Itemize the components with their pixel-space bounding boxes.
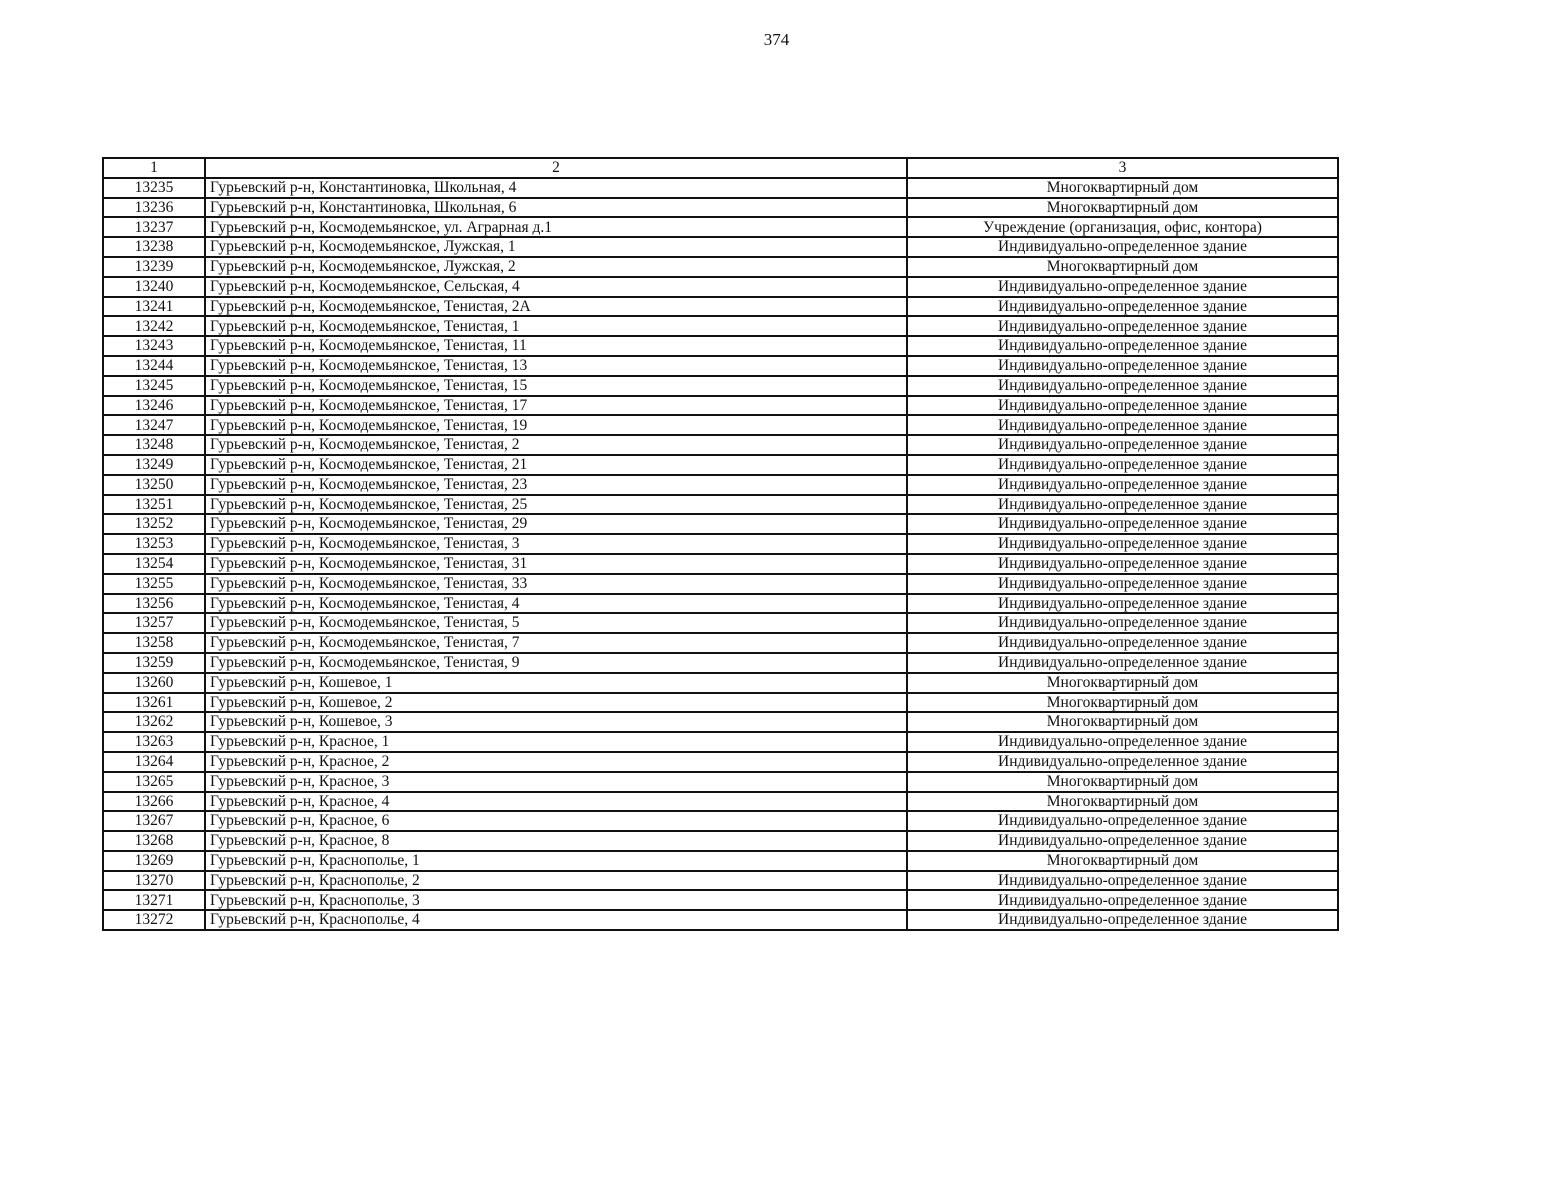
building-type-cell: Индивидуально-определенное здание bbox=[907, 297, 1338, 317]
table-body bbox=[103, 178, 1338, 930]
building-type-cell: Индивидуально-определенное здание bbox=[907, 455, 1338, 475]
building-type-cell: Индивидуально-определенное здание bbox=[907, 831, 1338, 851]
table-row bbox=[103, 297, 1338, 317]
table-row bbox=[103, 198, 1338, 218]
address-cell: Гурьевский р-н, Космодемьянское, Тенистая, 7 bbox=[205, 633, 907, 653]
table-row bbox=[103, 435, 1338, 455]
table-row bbox=[103, 495, 1338, 515]
building-type-cell: Индивидуально-определенное здание bbox=[907, 732, 1338, 752]
address-cell: Гурьевский р-н, Космодемьянское, Тенистая, 23 bbox=[205, 475, 907, 495]
table-row bbox=[103, 554, 1338, 574]
building-type-cell: Индивидуально-определенное здание bbox=[907, 277, 1338, 297]
address-cell: Гурьевский р-н, Космодемьянское, Лужская, 2 bbox=[205, 257, 907, 277]
building-type-cell: Индивидуально-определенное здание bbox=[907, 495, 1338, 515]
table-row bbox=[103, 752, 1338, 772]
record-number-cell: 13242 bbox=[103, 316, 205, 336]
address-cell: Гурьевский р-н, Космодемьянское, Тенистая, 11 bbox=[205, 336, 907, 356]
building-type-cell: Многоквартирный дом bbox=[907, 851, 1338, 871]
table-row bbox=[103, 831, 1338, 851]
building-type-cell: Многоквартирный дом bbox=[907, 693, 1338, 713]
address-cell: Гурьевский р-н, Красное, 4 bbox=[205, 792, 907, 812]
address-cell: Гурьевский р-н, Космодемьянское, Тенистая, 1 bbox=[205, 316, 907, 336]
table-row bbox=[103, 653, 1338, 673]
page-number: 374 bbox=[763, 30, 790, 49]
column-header-1: 1 bbox=[103, 158, 205, 178]
building-type-cell: Индивидуально-определенное здание bbox=[907, 514, 1338, 534]
table-row bbox=[103, 574, 1338, 594]
table-header-row bbox=[103, 158, 1338, 178]
address-cell: Гурьевский р-н, Космодемьянское, Тенистая, 4 bbox=[205, 594, 907, 614]
table-row bbox=[103, 336, 1338, 356]
address-cell: Гурьевский р-н, Кошевое, 3 bbox=[205, 712, 907, 732]
table-row bbox=[103, 613, 1338, 633]
table-row bbox=[103, 514, 1338, 534]
address-cell: Гурьевский р-н, Краснополье, 4 bbox=[205, 910, 907, 930]
address-cell: Гурьевский р-н, Красное, 6 bbox=[205, 811, 907, 831]
record-number-cell: 13239 bbox=[103, 257, 205, 277]
record-number-cell: 13264 bbox=[103, 752, 205, 772]
record-number-cell: 13251 bbox=[103, 495, 205, 515]
address-cell: Гурьевский р-н, Красное, 3 bbox=[205, 772, 907, 792]
table-row bbox=[103, 792, 1338, 812]
table-row bbox=[103, 415, 1338, 435]
address-cell: Гурьевский р-н, Краснополье, 3 bbox=[205, 890, 907, 910]
table-row bbox=[103, 811, 1338, 831]
record-number-cell: 13238 bbox=[103, 237, 205, 257]
table-row bbox=[103, 455, 1338, 475]
address-cell: Гурьевский р-н, Константиновка, Школьная, 6 bbox=[205, 198, 907, 218]
record-number-cell: 13257 bbox=[103, 613, 205, 633]
building-type-cell: Индивидуально-определенное здание bbox=[907, 316, 1338, 336]
building-type-cell: Индивидуально-определенное здание bbox=[907, 534, 1338, 554]
building-type-cell: Многоквартирный дом bbox=[907, 772, 1338, 792]
building-type-cell: Индивидуально-определенное здание bbox=[907, 554, 1338, 574]
building-type-cell: Многоквартирный дом bbox=[907, 673, 1338, 693]
record-number-cell: 13260 bbox=[103, 673, 205, 693]
table-row bbox=[103, 772, 1338, 792]
column-header-2: 2 bbox=[205, 158, 907, 178]
record-number-cell: 13266 bbox=[103, 792, 205, 812]
table-row bbox=[103, 594, 1338, 614]
building-type-cell: Индивидуально-определенное здание bbox=[907, 613, 1338, 633]
building-type-cell: Многоквартирный дом bbox=[907, 712, 1338, 732]
record-number-cell: 13258 bbox=[103, 633, 205, 653]
table-row bbox=[103, 712, 1338, 732]
record-number-cell: 13272 bbox=[103, 910, 205, 930]
table-row bbox=[103, 851, 1338, 871]
record-number-cell: 13237 bbox=[103, 217, 205, 237]
record-number-cell: 13265 bbox=[103, 772, 205, 792]
record-number-cell: 13256 bbox=[103, 594, 205, 614]
table-row bbox=[103, 890, 1338, 910]
record-number-cell: 13247 bbox=[103, 415, 205, 435]
building-type-cell: Индивидуально-определенное здание bbox=[907, 237, 1338, 257]
building-type-cell: Индивидуально-определенное здание bbox=[907, 594, 1338, 614]
building-type-cell: Индивидуально-определенное здание bbox=[907, 653, 1338, 673]
address-cell: Гурьевский р-н, Космодемьянское, Тенистая, 25 bbox=[205, 495, 907, 515]
address-cell: Гурьевский р-н, Краснополье, 1 bbox=[205, 851, 907, 871]
table-row bbox=[103, 910, 1338, 930]
record-number-cell: 13236 bbox=[103, 198, 205, 218]
building-type-cell: Учреждение (организация, офис, контора) bbox=[907, 217, 1338, 237]
table-row bbox=[103, 475, 1338, 495]
building-type-cell: Индивидуально-определенное здание bbox=[907, 811, 1338, 831]
table-row bbox=[103, 871, 1338, 891]
building-type-cell: Индивидуально-определенное здание bbox=[907, 475, 1338, 495]
table-row bbox=[103, 693, 1338, 713]
record-number-cell: 13249 bbox=[103, 455, 205, 475]
building-type-cell: Индивидуально-определенное здание bbox=[907, 396, 1338, 416]
address-cell: Гурьевский р-н, Космодемьянское, Тенистая, 17 bbox=[205, 396, 907, 416]
table-row bbox=[103, 732, 1338, 752]
address-cell: Гурьевский р-н, Космодемьянское, Тенистая, 29 bbox=[205, 514, 907, 534]
record-number-cell: 13240 bbox=[103, 277, 205, 297]
building-type-cell: Индивидуально-определенное здание bbox=[907, 890, 1338, 910]
building-type-cell: Индивидуально-определенное здание bbox=[907, 574, 1338, 594]
building-type-cell: Индивидуально-определенное здание bbox=[907, 910, 1338, 930]
record-number-cell: 13252 bbox=[103, 514, 205, 534]
column-header-3: 3 bbox=[907, 158, 1338, 178]
address-cell: Гурьевский р-н, Космодемьянское, Тенистая, 33 bbox=[205, 574, 907, 594]
building-type-cell: Индивидуально-определенное здание bbox=[907, 871, 1338, 891]
address-cell: Гурьевский р-н, Кошевое, 2 bbox=[205, 693, 907, 713]
record-number-cell: 13269 bbox=[103, 851, 205, 871]
table-row bbox=[103, 237, 1338, 257]
table-row bbox=[103, 217, 1338, 237]
record-number-cell: 13259 bbox=[103, 653, 205, 673]
record-number-cell: 13250 bbox=[103, 475, 205, 495]
table-row bbox=[103, 673, 1338, 693]
building-type-cell: Индивидуально-определенное здание bbox=[907, 356, 1338, 376]
address-cell: Гурьевский р-н, Космодемьянское, Тенистая, 3 bbox=[205, 534, 907, 554]
building-type-cell: Индивидуально-определенное здание bbox=[907, 435, 1338, 455]
address-cell: Гурьевский р-н, Космодемьянское, Тенистая, 15 bbox=[205, 376, 907, 396]
record-number-cell: 13253 bbox=[103, 534, 205, 554]
record-number-cell: 13244 bbox=[103, 356, 205, 376]
table-row bbox=[103, 277, 1338, 297]
record-number-cell: 13245 bbox=[103, 376, 205, 396]
address-cell: Гурьевский р-н, Космодемьянское, Тенистая, 13 bbox=[205, 356, 907, 376]
table-row bbox=[103, 178, 1338, 198]
building-type-cell: Многоквартирный дом bbox=[907, 198, 1338, 218]
address-cell: Гурьевский р-н, Красное, 1 bbox=[205, 732, 907, 752]
address-cell: Гурьевский р-н, Космодемьянское, Тенистая, 9 bbox=[205, 653, 907, 673]
address-cell: Гурьевский р-н, Космодемьянское, Лужская, 1 bbox=[205, 237, 907, 257]
record-number-cell: 13235 bbox=[103, 178, 205, 198]
record-number-cell: 13255 bbox=[103, 574, 205, 594]
record-number-cell: 13268 bbox=[103, 831, 205, 851]
address-cell: Гурьевский р-н, Космодемьянское, Сельская, 4 bbox=[205, 277, 907, 297]
address-cell: Гурьевский р-н, Космодемьянское, Тенистая, 19 bbox=[205, 415, 907, 435]
address-cell: Гурьевский р-н, Космодемьянское, Тенистая, 5 bbox=[205, 613, 907, 633]
record-number-cell: 13246 bbox=[103, 396, 205, 416]
address-cell: Гурьевский р-н, Космодемьянское, Тенистая, 31 bbox=[205, 554, 907, 574]
record-number-cell: 13271 bbox=[103, 890, 205, 910]
table-row bbox=[103, 257, 1338, 277]
record-number-cell: 13254 bbox=[103, 554, 205, 574]
table-row bbox=[103, 534, 1338, 554]
table-row bbox=[103, 633, 1338, 653]
record-number-cell: 13241 bbox=[103, 297, 205, 317]
building-type-cell: Индивидуально-определенное здание bbox=[907, 336, 1338, 356]
registry-table bbox=[102, 157, 1339, 931]
record-number-cell: 13261 bbox=[103, 693, 205, 713]
address-cell: Гурьевский р-н, Космодемьянское, Тенистая, 21 bbox=[205, 455, 907, 475]
record-number-cell: 13270 bbox=[103, 871, 205, 891]
record-number-cell: 13267 bbox=[103, 811, 205, 831]
building-type-cell: Индивидуально-определенное здание bbox=[907, 752, 1338, 772]
record-number-cell: 13262 bbox=[103, 712, 205, 732]
table-row bbox=[103, 316, 1338, 336]
table-row bbox=[103, 356, 1338, 376]
building-type-cell: Индивидуально-определенное здание bbox=[907, 376, 1338, 396]
address-cell: Гурьевский р-н, Космодемьянское, ул. Аграрная д.1 bbox=[205, 217, 907, 237]
table-row bbox=[103, 376, 1338, 396]
address-cell: Гурьевский р-н, Красное, 2 bbox=[205, 752, 907, 772]
table-header bbox=[103, 158, 1338, 178]
building-type-cell: Индивидуально-определенное здание bbox=[907, 633, 1338, 653]
table-row bbox=[103, 396, 1338, 416]
building-type-cell: Индивидуально-определенное здание bbox=[907, 415, 1338, 435]
address-cell: Гурьевский р-н, Красное, 8 bbox=[205, 831, 907, 851]
address-cell: Гурьевский р-н, Космодемьянское, Тенистая, 2 bbox=[205, 435, 907, 455]
record-number-cell: 13243 bbox=[103, 336, 205, 356]
address-cell: Гурьевский р-н, Кошевое, 1 bbox=[205, 673, 907, 693]
building-type-cell: Многоквартирный дом bbox=[907, 792, 1338, 812]
record-number-cell: 13263 bbox=[103, 732, 205, 752]
record-number-cell: 13248 bbox=[103, 435, 205, 455]
building-type-cell: Многоквартирный дом bbox=[907, 178, 1338, 198]
address-cell: Гурьевский р-н, Константиновка, Школьная, 4 bbox=[205, 178, 907, 198]
building-type-cell: Многоквартирный дом bbox=[907, 257, 1338, 277]
address-cell: Гурьевский р-н, Краснополье, 2 bbox=[205, 871, 907, 891]
address-cell: Гурьевский р-н, Космодемьянское, Тенистая, 2А bbox=[205, 297, 907, 317]
